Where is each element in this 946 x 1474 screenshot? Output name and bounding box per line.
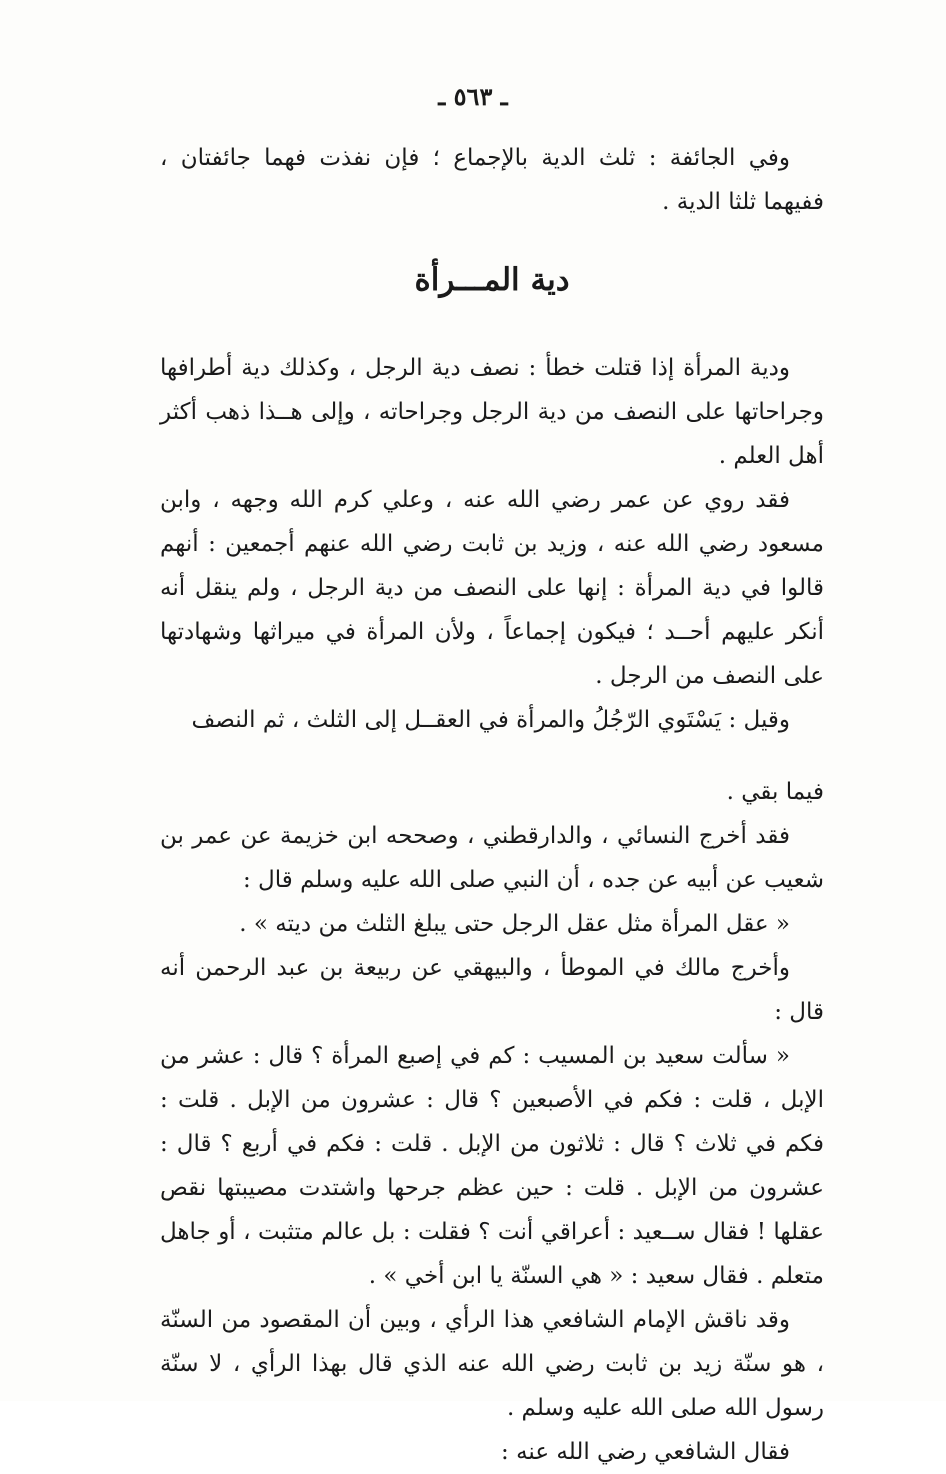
paragraph-shafii-discussion: وقد ناقش الإمام الشافعي هذا الرأي ، وبين أن المقصود من السنّة ، هو سنّة زيد بن ثابت رضي الله عنه الذي قال بهذا الرأي ، لا سنّة رسول الله صلى الله عليه وسلم .: [160, 1307, 824, 1421]
blank-gap: [160, 742, 824, 770]
paragraph-woman-diya: ودية المرأة إذا قتلت خطأ : نصف دية الرجل ، وكذلك دية أطرافها وجراحاتها على النصف من دية الرجل وجراحاته ، وإلى هــذا ذهب أكثر أهل العلم .: [160, 355, 824, 469]
paragraph-nasai: فقد أخرج النسائي ، والدارقطني ، وصححه ابن خزيمة عن عمر بن شعيب عن أبيه عن جده ، أن النبي صلى الله عليه وسلم قال :: [160, 823, 824, 893]
page-body: [160, 136, 824, 1474]
paragraph-shafii-said: فقال الشافعي رضي الله عنه :: [501, 1439, 790, 1465]
paragraph-remaining: فيما بقي .: [726, 779, 824, 805]
section-heading: دية المـــرأة: [414, 262, 570, 298]
paragraph-jaifa: وفي الجائفة : ثلث الدية بالإجماع ؛ فإن نفذت فهما جائفتان ، ففيهما ثلثا الدية .: [160, 145, 824, 215]
paragraph-malik: وأخرج مالك في الموطأ ، والبيهقي عن ربيعة بن عبد الرحمن أنه قال :: [160, 955, 824, 1025]
page-number: ـ ٥٦٣ ـ: [438, 82, 508, 111]
paragraph-opinion: وقيل : يَسْتَوي الرّجُلُ والمرأة في العقــل إلى الثلث ، ثم النصف: [191, 707, 790, 733]
hadith-quote: « عقل المرأة مثل عقل الرجل حتى يبلغ الثلث من ديته » .: [239, 911, 790, 937]
paragraph-narrations: فقد روي عن عمر رضي الله عنه ، وعلي كرم الله وجهه ، وابن مسعود رضي الله عنه ، وزيد بن ثابت رضي الله عنهم أجمعين : أنهم قالوا في دية المرأة : إنها على النصف من دية الرجل ، ولم ينقل أنه أنكر عليهم أحــد ؛ فيكون إجماعاً ، ولأن المرأة في ميراثها وشهادتها على النصف من الرجل .: [160, 487, 824, 689]
dialogue-quote: « سألت سعيد بن المسيب : كم في إصبع المرأة ؟ قال : عشر من الإبل ، قلت : فكم في الأصبعين ؟ قال : عشرون من الإبل . قلت : فكم في ثلاث ؟ قال : ثلاثون من الإبل . قلت : فكم في أربع ؟ قال : عشرون من الإبل . قلت : حين عظم جرحها واشتدت مصيبتها نقص عقلها ! فقال ســعيد : أعراقي أنت ؟ فقلت : بل عالم متثبت ، أو جاهل متعلم . فقال سعيد : « هي السنّة يا ابن أخي » .: [160, 1043, 824, 1289]
